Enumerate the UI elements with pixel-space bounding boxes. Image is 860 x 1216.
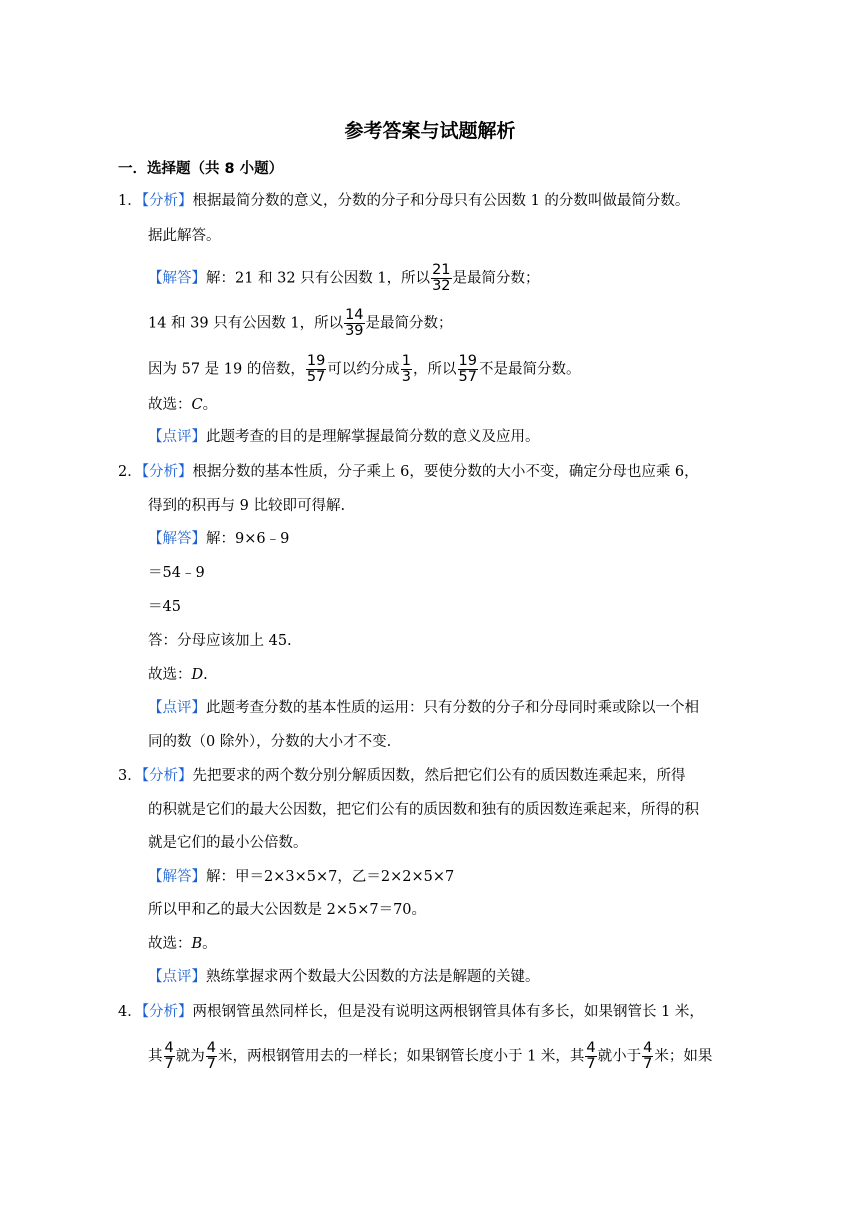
section-heading: 一．选择题（共 8 小题）: [118, 161, 284, 177]
text: 就小于: [597, 1048, 642, 1065]
text: 此题考查的目的是理解掌握最简分数的意义及应用。: [206, 429, 540, 445]
analysis-tag: 【分析】: [141, 464, 193, 480]
numerator: 19: [306, 353, 326, 369]
solution-tag: 【解答】: [148, 270, 206, 287]
text: 。: [202, 397, 218, 413]
fraction: [431, 263, 451, 294]
q1-number: 1．: [118, 193, 142, 209]
fraction: [206, 1041, 217, 1072]
fraction: [642, 1041, 653, 1072]
q2-solution-line-2: ＝54﹣9: [148, 565, 205, 581]
q3-analysis-line-3: 就是它们的最小公倍数。: [148, 835, 308, 851]
text: 两根钢管虽然同样长，但是没有说明这两根钢管具体有多长，如果钢管长 1 米，: [192, 1004, 704, 1020]
q3-solution-line-2: 所以甲和乙的最大公因数是 2×5×7＝70。: [148, 902, 427, 918]
fraction: [164, 1041, 175, 1072]
q1-comment: [148, 427, 540, 447]
analysis-tag: 【分析】: [141, 193, 193, 209]
denominator: 39: [345, 323, 364, 339]
answer-letter: D: [191, 667, 204, 683]
text: ，所以: [413, 361, 457, 378]
fraction: [585, 1041, 596, 1072]
q3-analysis-line-2: 的积就是它们的最大公因数，把它们公有的质因数和独有的质因数连乘起来，所得的积: [148, 802, 699, 818]
comment-tag: 【点评】: [148, 700, 206, 716]
text: 14 和 39 只有公因数 1，所以: [148, 315, 344, 332]
text: 不是最简分数。: [478, 361, 581, 378]
numerator: 4: [164, 1040, 174, 1056]
q1-solution-line-3: [148, 354, 580, 385]
text: 其: [148, 1048, 163, 1065]
fraction: [401, 354, 412, 385]
comment-tag: 【点评】: [148, 969, 206, 985]
denominator: 7: [164, 1056, 174, 1072]
q1-analysis-text: 根据最简分数的意义，分数的分子和分母只有公因数 1 的分数叫做最简分数。: [192, 193, 690, 209]
page-title: 参考答案与试题解析: [344, 120, 516, 142]
q2-choice: [148, 665, 208, 685]
denominator: 32: [432, 278, 451, 294]
solution-tag: 【解答】: [148, 531, 206, 547]
q1-solution-line-1: [148, 263, 540, 294]
q2-comment-line-2: 同的数（0 除外），分数的大小才不变.: [148, 734, 392, 750]
numerator: 4: [586, 1040, 596, 1056]
denominator: 3: [401, 369, 412, 385]
q3-number: 3．: [118, 768, 142, 784]
text: 可以约分成: [327, 361, 400, 378]
fraction: [344, 308, 364, 339]
text: 解：9×6﹣9: [206, 531, 290, 547]
q1-analysis-line-2: 据此解答。: [148, 228, 221, 244]
q1-solution-line-2: [148, 308, 453, 339]
text: 米，两根钢管用去的一样长；如果钢管长度小于 1 米，其: [217, 1048, 585, 1065]
q3-comment: [148, 967, 540, 987]
text: .: [203, 667, 208, 683]
q2-analysis-line-2: 得到的积再与 9 比较即可得解.: [148, 498, 346, 514]
q1-analysis-line-1: [118, 191, 689, 211]
answer-letter: B: [191, 936, 203, 952]
solution-tag: 【解答】: [148, 869, 206, 885]
denominator: 7: [643, 1056, 653, 1072]
numerator: 21: [432, 262, 451, 278]
numerator: 4: [643, 1040, 653, 1056]
numerator: 4: [206, 1040, 216, 1056]
q2-comment-line-1: [148, 698, 699, 718]
text: 解：甲＝2×3×5×7，乙＝2×2×5×7: [206, 869, 455, 885]
q2-analysis-line-1: [118, 462, 699, 482]
text: 解：21 和 32 只有公因数 1，所以: [206, 270, 431, 287]
analysis-tag: 【分析】: [141, 1004, 193, 1020]
text: 先把要求的两个数分别分解质因数，然后把它们公有的质因数连乘起来，所得: [192, 768, 686, 784]
denominator: 7: [206, 1056, 216, 1072]
text: 熟练掌握求两个数最大公因数的方法是解题的关键。: [206, 969, 540, 985]
text: 就为: [175, 1048, 205, 1065]
text: 米；如果: [654, 1048, 713, 1065]
text: 因为 57 是 19 的倍数，: [148, 361, 305, 378]
text: 故选：: [148, 397, 192, 413]
denominator: 57: [306, 369, 326, 385]
text: 根据分数的基本性质，分子乘上 6，要使分数的大小不变，确定分母也应乘 6，: [192, 464, 699, 480]
q2-number: 2．: [118, 464, 142, 480]
q4-number: 4．: [118, 1004, 142, 1020]
q3-choice: [148, 934, 217, 954]
numerator: 14: [345, 307, 364, 323]
q3-analysis-line-1: [118, 766, 685, 786]
denominator: 57: [458, 369, 477, 385]
denominator: 7: [586, 1056, 596, 1072]
q4-analysis-line-2: [148, 1041, 712, 1072]
q2-solution-line-3: ＝45: [148, 599, 181, 615]
q4-analysis-line-1: [118, 1002, 704, 1022]
q2-answer: 答：分母应该加上 45.: [148, 633, 292, 649]
fraction: [458, 354, 478, 385]
text: 是最简分数；: [452, 270, 540, 287]
text: 是最简分数；: [365, 315, 453, 332]
text: 。: [202, 936, 217, 952]
q1-choice: [148, 395, 217, 415]
numerator: 1: [401, 353, 412, 369]
analysis-tag: 【分析】: [141, 768, 193, 784]
text: 故选：: [148, 936, 192, 952]
text: 此题考查分数的基本性质的运用：只有分数的分子和分母同时乘或除以一个相: [206, 700, 699, 716]
q3-solution-line-1: [148, 867, 454, 887]
text: 故选：: [148, 667, 192, 683]
comment-tag: 【点评】: [148, 429, 206, 445]
q2-solution-line-1: [148, 529, 289, 549]
fraction: [306, 354, 326, 385]
answer-letter: C: [191, 397, 203, 413]
numerator: 19: [458, 353, 477, 369]
